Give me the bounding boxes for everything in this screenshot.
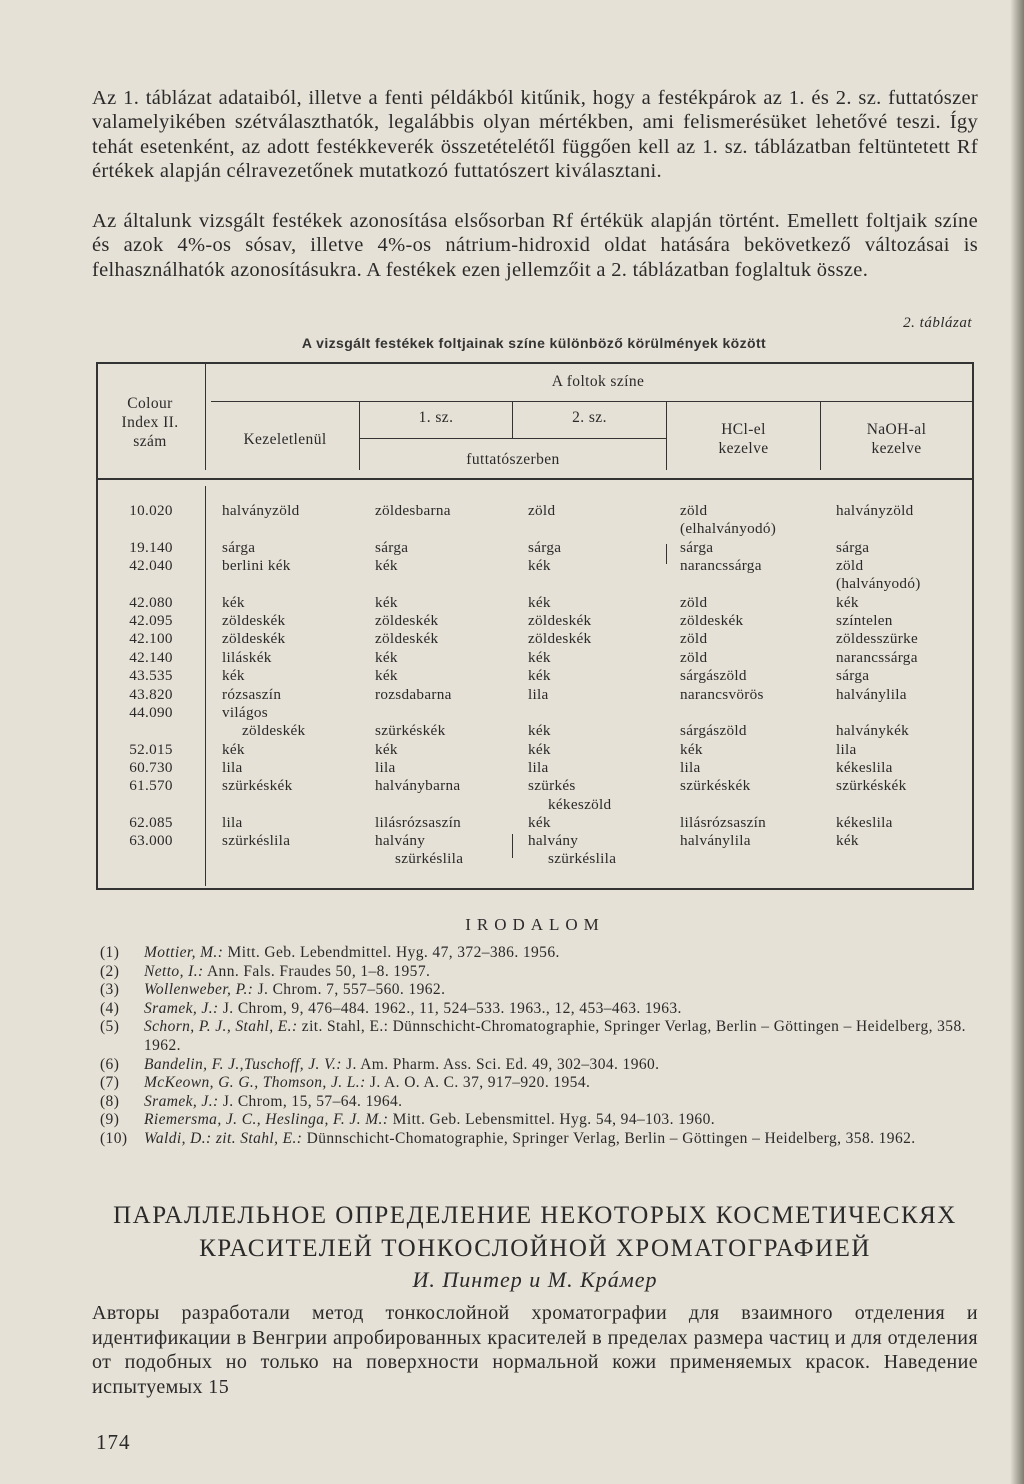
reference-source: J. Am. Pharm. Ass. Sci. Ed. 49, 302–304. 1960. (341, 1055, 660, 1073)
table-row (98, 759, 972, 778)
cell-colour-index: 63.000 (129, 832, 173, 849)
reference-item (100, 1018, 980, 1055)
reference-number: (8) (100, 1092, 120, 1110)
cell-hcl: narancsvörös (680, 686, 764, 703)
cell-naoh: halványlila (836, 686, 907, 703)
cell-naoh: szürkéskék (836, 777, 907, 794)
cell-solvent-2: kék (528, 741, 551, 758)
reference-authors: Sramek, J.: (144, 1092, 219, 1110)
table-row (98, 612, 972, 631)
cell-untreated: kék (222, 594, 245, 611)
cell-hcl: halványlila (680, 832, 751, 849)
cell-solvent-1: zöldeskék (375, 612, 439, 629)
cell-solvent-1: kék (375, 667, 398, 684)
cell-untreated: rózsaszín (222, 686, 282, 703)
cell-solvent-1: kék (375, 741, 398, 758)
cell-naoh: narancssárga (836, 649, 918, 666)
cell-colour-index: 60.730 (129, 759, 173, 776)
cell-solvent-2: sárga (528, 539, 562, 556)
intro-paragraph-1: Az 1. táblázat adataiból, illetve a fenti példákból kitűnik, hogy a festékpárok az 1. és 2. sz. futtatószer valamelyikében szétválaszthatók, legalábbis olyan mértékben, ami felismerésüket lehetővé teszi. Így tehát esetenként, az adott festékkeverék összetételétől függően kell az 1. sz. táblázatban feltüntetett Rf értékek alapján célravezetőnek mutatkozó futtatószert kiválasztani. (92, 87, 978, 183)
cell-naoh: halványkék (836, 722, 910, 739)
header-naoh-line1: NaOH-al (866, 421, 927, 438)
table-row (98, 796, 972, 815)
cell-hcl: lilásrózsaszín (680, 814, 767, 831)
cell-colour-index: 42.100 (129, 630, 173, 647)
cell-naoh: (halványodó) (836, 575, 921, 592)
cell-untreated: halványzöld (222, 502, 300, 519)
literature-heading: IRODALOM (465, 915, 605, 934)
reference-item (100, 1111, 980, 1130)
cell-colour-index: 42.140 (129, 649, 173, 666)
reference-authors: Mottier, M.: (144, 944, 224, 961)
table-row (98, 575, 972, 594)
cell-solvent-2: kék (528, 667, 551, 684)
cell-solvent-1: lilásrózsaszín (375, 814, 462, 831)
reference-authors: Schorn, P. J., Stahl, E.: (144, 1018, 298, 1036)
russian-title: ПАРАЛЛЕЛЬНОЕ ОПРЕДЕЛЕНИЕ НЕКОТОРЫХ КОСМЕТИЧЕСКЯХ КРАСИТЕЛЕЙ ТОНКОСЛОЙНОЙ ХРОМАТОГРАФИЕЙ (113, 1202, 957, 1262)
cell-untreated: szürkéskék (222, 777, 293, 794)
table-row (98, 649, 972, 668)
cell-hcl: zöld (680, 649, 708, 666)
cell-solvent-1: zöldeskék (375, 630, 439, 647)
table-row (98, 630, 972, 649)
cell-colour-index: 43.535 (129, 667, 173, 684)
header-naoh (821, 420, 972, 458)
reference-source: Mitt. Geb. Lebensmittel. Hyg. 54, 94–103. 1960. (388, 1111, 715, 1129)
header-colour-index-line1: Colour (127, 395, 173, 412)
cell-solvent-2: kék (528, 594, 551, 611)
cell-solvent-2: lila (528, 759, 549, 776)
reference-item (100, 1130, 980, 1149)
reference-item (100, 1074, 980, 1093)
table-caption: A vizsgált festékek foltjainak színe különböző körülmények között (301, 335, 767, 351)
reference-number: (2) (100, 962, 120, 980)
cell-solvent-1: kék (375, 649, 398, 666)
reference-authors: Sramek, J.: (144, 999, 219, 1017)
table-row (98, 686, 972, 705)
cell-naoh: kékeslila (836, 814, 893, 831)
cell-hcl: zöld (680, 502, 708, 519)
cell-solvent-1: halványbarna (375, 777, 461, 794)
cell-hcl: lila (680, 759, 701, 776)
table-row (98, 704, 972, 723)
cell-solvent-1: sárga (375, 539, 409, 556)
cell-hcl: kék (680, 741, 703, 758)
page-edge-shadow (1010, 0, 1024, 1484)
reference-number: (3) (100, 981, 120, 999)
cell-untreated: kék (222, 741, 245, 758)
cell-naoh: zöldesszürke (836, 630, 919, 647)
cell-colour-index: 42.080 (129, 594, 173, 611)
cell-untreated: szürkéslila (222, 832, 291, 849)
reference-authors: Wollenweber, P.: (144, 981, 254, 999)
header-untreated: Kezeletlenül (243, 431, 327, 448)
cell-colour-index: 42.040 (129, 557, 173, 574)
header-colour-index (100, 394, 200, 451)
header-spot-colour: A foltok színe (551, 373, 645, 390)
header-in-solvent: futtatószerben (466, 451, 560, 468)
header-naoh-line2: kezelve (871, 440, 922, 457)
cell-solvent-1: kék (375, 594, 398, 611)
table-row (98, 814, 972, 833)
header-solvent-2: 2. sz. (572, 409, 607, 426)
reference-authors: Waldi, D.: zit. Stahl, E.: (144, 1129, 303, 1147)
cell-untreated: zöldeskék (242, 722, 306, 739)
cell-solvent-1: rozsdabarna (375, 686, 452, 703)
reference-source: J. A. O. A. C. 37, 917–920. 1954. (365, 1074, 591, 1092)
cell-colour-index: 61.570 (129, 777, 173, 794)
reference-item (100, 944, 980, 963)
header-colour-index-line3: szám (133, 433, 167, 450)
cell-solvent-2: halvány (528, 832, 579, 849)
colour-table (96, 362, 974, 890)
cell-hcl: zöld (680, 594, 708, 611)
reference-item (100, 1000, 980, 1019)
cell-colour-index: 19.140 (129, 539, 173, 556)
cell-hcl: narancssárga (680, 557, 762, 574)
table-row (98, 777, 972, 796)
header-solvent-1: 1. sz. (418, 409, 454, 426)
reference-authors: Netto, I.: (144, 962, 204, 980)
cell-naoh: kék (836, 832, 859, 849)
cell-naoh: lila (836, 741, 857, 758)
reference-source: Dünnschicht-Chomatographie, Springer Verlag, Berlin – Göttingen – Heidelberg, 358. 1962. (302, 1129, 916, 1147)
cell-hcl: zöldeskék (680, 612, 744, 629)
cell-solvent-1: szürkéslila (395, 850, 464, 867)
cell-naoh: sárga (836, 667, 870, 684)
reference-number: (6) (100, 1055, 120, 1073)
cell-hcl: sárgászöld (680, 667, 747, 684)
table-divider (98, 478, 972, 480)
cell-naoh: zöld (836, 557, 864, 574)
cell-untreated: sárga (222, 539, 256, 556)
reference-list (100, 944, 980, 1149)
cell-solvent-2: kék (528, 557, 551, 574)
cell-solvent-1: halvány (375, 832, 426, 849)
cell-untreated: kék (222, 667, 245, 684)
table-row (98, 741, 972, 760)
reference-authors: Riemersma, J. C., Heslinga, F. J. M.: (144, 1111, 389, 1129)
cell-untreated: zöldeskék (222, 612, 286, 629)
table-row (98, 502, 972, 521)
cell-untreated: lila (222, 814, 243, 831)
reference-authors: Bandelin, F. J.,Tuschoff, J. V.: (144, 1055, 342, 1073)
table-row (98, 667, 972, 686)
cell-solvent-2: szürkés (528, 777, 576, 794)
cell-solvent-2: kék (528, 814, 551, 831)
cell-untreated: berlini kék (222, 557, 291, 574)
cell-untreated: liláskék (222, 649, 272, 666)
cell-solvent-1: kék (375, 557, 398, 574)
cell-hcl: zöld (680, 630, 708, 647)
table-divider (359, 438, 666, 439)
cell-colour-index: 44.090 (129, 704, 173, 721)
table-row (98, 832, 972, 851)
intro-paragraph-2: Az általunk vizsgált festékek azonosítása elsősorban Rf értékük alapján történt. Emellett foltjaik színe és azok 4%-os sósav, illetve 4%-os nátrium-hidroxid oldat hatására bekövetkező változásai is felhasználhatók azonosításukra. A festékek ezen jellemzőit a 2. táblázatban foglaltuk össze. (92, 210, 978, 281)
cell-solvent-2: zöldeskék (528, 612, 592, 629)
table-row (98, 539, 972, 558)
table-divider (211, 401, 972, 402)
header-hcl-line1: HCl-el (721, 421, 766, 438)
reference-source: J. Chrom. 7, 557–560. 1962. (253, 981, 446, 999)
cell-untreated: világos (222, 704, 268, 721)
reference-number: (7) (100, 1074, 120, 1092)
cell-solvent-2: lila (528, 686, 549, 703)
cell-hcl: sárga (680, 539, 714, 556)
reference-number: (1) (100, 944, 120, 961)
header-hcl (667, 420, 820, 458)
cell-naoh: színtelen (836, 612, 893, 629)
russian-authors: И. Пинтер и М. Крáмер (412, 1267, 658, 1292)
cell-solvent-1: lila (375, 759, 396, 776)
reference-source: J. Chrom, 9, 476–484. 1962., 11, 524–533. 1963., 12, 453–463. 1963. (218, 999, 682, 1017)
cell-untreated: lila (222, 759, 243, 776)
reference-item (100, 963, 980, 982)
cell-colour-index: 43.820 (129, 686, 173, 703)
reference-source: zit. Stahl, E.: Dünnschicht-Chromatographie, Springer Verlag, Berlin – Göttingen – Heidelberg, 358. 1962. (144, 1018, 966, 1054)
cell-solvent-2: zöldeskék (528, 630, 592, 647)
cell-naoh: halványzöld (836, 502, 914, 519)
table-row (98, 850, 972, 869)
cell-solvent-1: szürkéskék (375, 722, 446, 739)
reference-number: (4) (100, 999, 120, 1017)
table-row (98, 594, 972, 613)
cell-naoh: sárga (836, 539, 870, 556)
cell-solvent-2: kék (528, 722, 551, 739)
reference-source: J. Chrom, 15, 57–64. 1964. (218, 1092, 403, 1110)
russian-abstract: Авторы разработали метод тонкослойной хроматографии для взаимного отделения и идентификации в Венгрии апробированных красителей в пределах размера частиц и для отделения от подобных но только на поверхности нормальной кожи применяемых красок. Наведение испытуемых 15 (92, 1302, 978, 1398)
cell-solvent-1: zöldesbarna (375, 502, 451, 519)
cell-solvent-2: kék (528, 649, 551, 666)
table-row (98, 557, 972, 576)
table-row (98, 520, 972, 539)
reference-item (100, 981, 980, 1000)
reference-source: Mitt. Geb. Lebendmittel. Hyg. 47, 372–386. 1956. (223, 944, 560, 961)
reference-source: Ann. Fals. Fraudes 50, 1–8. 1957. (203, 962, 431, 980)
cell-solvent-2: zöld (528, 502, 556, 519)
cell-colour-index: 10.020 (129, 502, 173, 519)
cell-hcl: sárgászöld (680, 722, 747, 739)
reference-number: (9) (100, 1111, 120, 1129)
cell-naoh: kékeslila (836, 759, 893, 776)
reference-authors: McKeown, G. G., Thomson, J. L.: (144, 1074, 366, 1092)
cell-colour-index: 42.095 (129, 612, 173, 629)
reference-number: (10) (100, 1129, 128, 1147)
cell-hcl: szürkéskék (680, 777, 751, 794)
table-row (98, 722, 972, 741)
header-hcl-line2: kezelve (718, 440, 769, 457)
cell-solvent-2: szürkéslila (548, 850, 617, 867)
cell-colour-index: 62.085 (129, 814, 173, 831)
cell-colour-index: 52.015 (129, 741, 173, 758)
cell-untreated: zöldeskék (222, 630, 286, 647)
header-colour-index-line2: Index II. (121, 414, 179, 431)
table-number: 2. táblázat (903, 315, 972, 331)
page-number: 174 (96, 1430, 131, 1454)
table-divider (205, 364, 206, 470)
reference-item (100, 1056, 980, 1075)
cell-naoh: kék (836, 594, 859, 611)
cell-solvent-2: kékeszöld (548, 796, 612, 813)
reference-number: (5) (100, 1018, 120, 1036)
reference-item (100, 1093, 980, 1112)
cell-hcl: (elhalványodó) (680, 520, 777, 537)
